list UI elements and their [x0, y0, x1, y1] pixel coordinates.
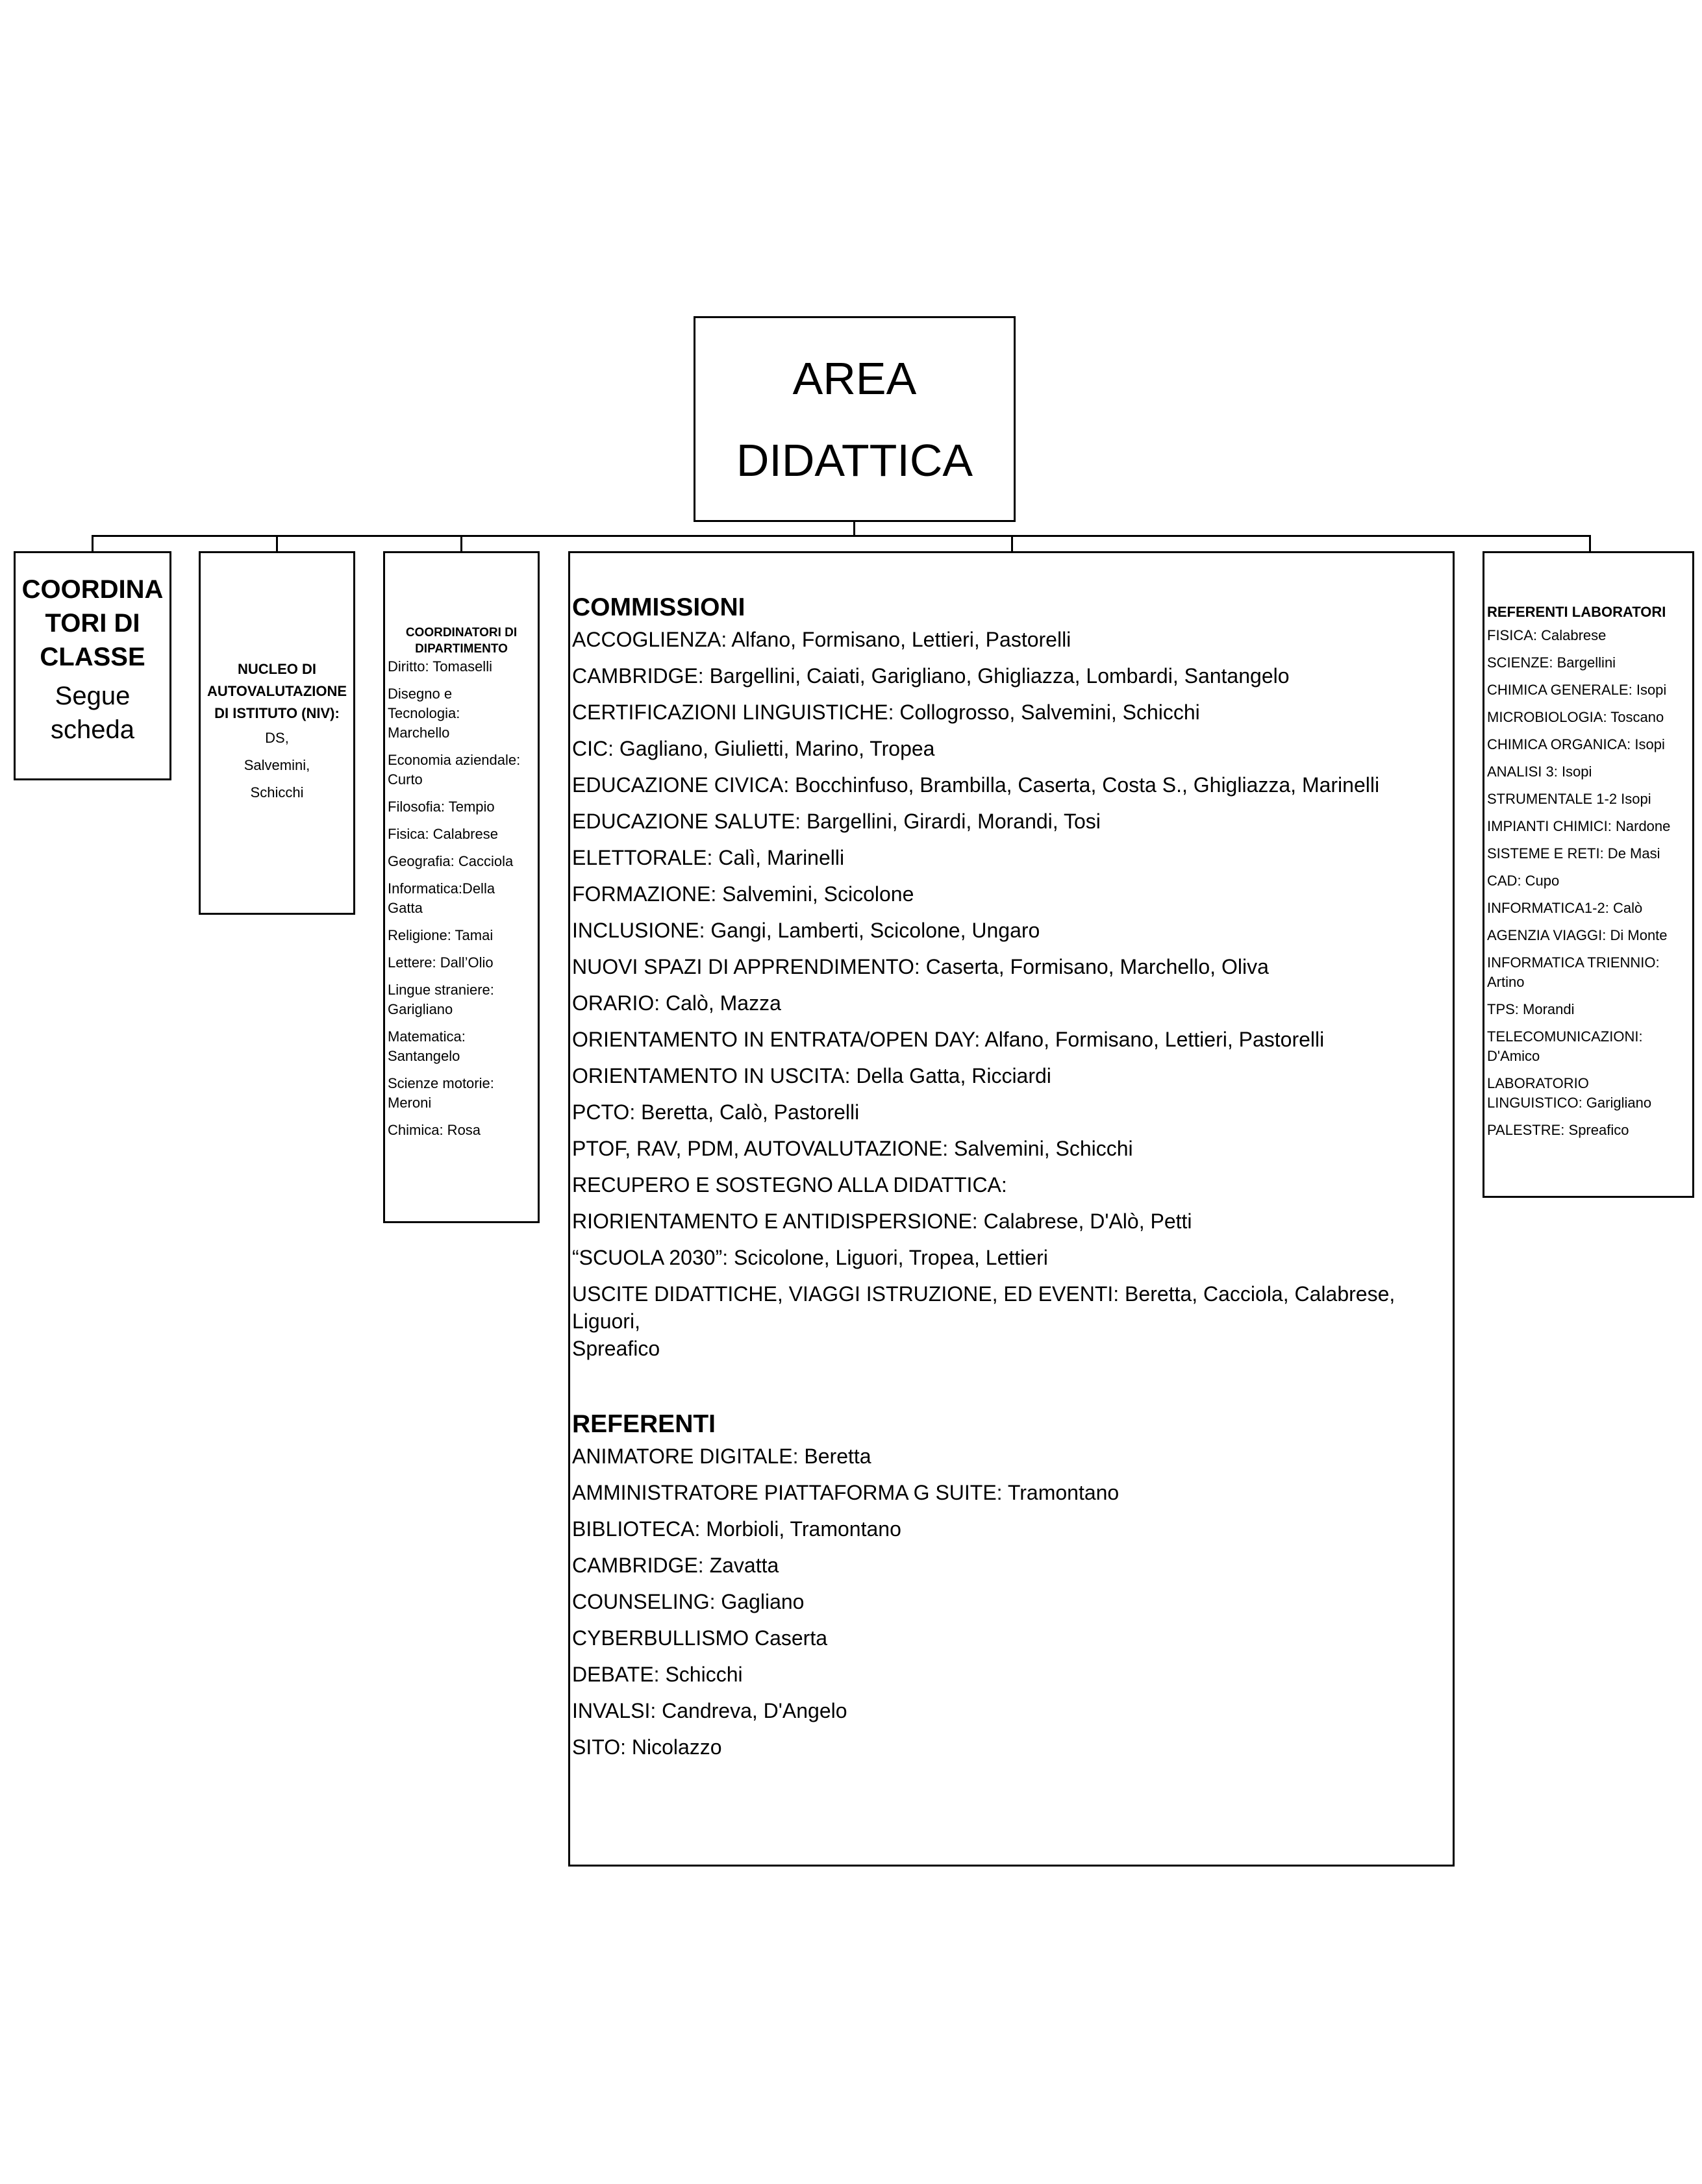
commissione-item: EDUCAZIONE CIVICA: Bocchinfuso, Brambilla, Caserta, Costa S., Ghigliazza, Marinelli	[572, 773, 1380, 797]
commissione-item: ELETTORALE: Calì, Marinelli	[572, 846, 845, 869]
node-commissioni-referenti	[568, 551, 1455, 1867]
referente-item: CYBERBULLISMO Caserta	[572, 1626, 828, 1650]
connector-drop-laboratori	[1589, 535, 1591, 552]
laboratorio-item: SCIENZE: Bargellini	[1487, 654, 1616, 671]
referente-item: COUNSELING: Gagliano	[572, 1590, 805, 1613]
dipartimento-item: Disegno e Tecnologia: Marchello	[388, 686, 460, 741]
commissione-item: RECUPERO E SOSTEGNO ALLA DIDATTICA:	[572, 1173, 1007, 1197]
commissione-item: USCITE DIDATTICHE, VIAGGI ISTRUZIONE, ED EVENTI: Beretta, Cacciola, Calabrese, Liguori, Spreafico	[572, 1282, 1395, 1360]
connector-drop-coord-classe	[92, 535, 94, 552]
referente-item: BIBLIOTECA: Morbioli, Tramontano	[572, 1517, 901, 1541]
dipartimento-item: Lingue straniere: Garigliano	[388, 982, 494, 1017]
section-gap	[572, 1371, 1453, 1406]
dipartimento-item: Economia aziendale: Curto	[388, 752, 521, 788]
dipartimento-item: Fisica: Calabrese	[388, 826, 498, 842]
commissioni-title: COMMISSIONI	[572, 593, 745, 621]
commissione-item: NUOVI SPAZI DI APPRENDIMENTO: Caserta, Formisano, Marchello, Oliva	[572, 955, 1269, 978]
node-coordinatori-classe	[14, 551, 171, 780]
commissione-item: ORIENTAMENTO IN USCITA: Della Gatta, Ricciardi	[572, 1064, 1051, 1087]
dipartimento-item: Matematica: Santangelo	[388, 1028, 466, 1064]
dipartimento-item: Lettere: Dall’Olio	[388, 954, 494, 971]
commissione-item: CERTIFICAZIONI LINGUISTICHE: Collogrosso, Salvemini, Schicchi	[572, 701, 1200, 724]
laboratorio-item: IMPIANTI CHIMICI: Nardone	[1487, 818, 1671, 834]
laboratorio-item: AGENZIA VIAGGI: Di Monte	[1487, 927, 1668, 943]
commissione-item: ORIENTAMENTO IN ENTRATA/OPEN DAY: Alfano, Formisano, Lettieri, Pastorelli	[572, 1028, 1325, 1051]
coordinatori-classe-title: COORDINA TORI DI CLASSE	[21, 575, 164, 671]
connector-horizontal	[92, 535, 1591, 537]
coordinatori-classe-subtitle: Segue scheda	[51, 682, 134, 744]
referenti-title: REFERENTI	[572, 1410, 716, 1438]
niv-title: NUCLEO DI AUTOVALUTAZIONE DI ISTITUTO (NIV):	[206, 661, 347, 721]
connector-drop-main	[1011, 535, 1013, 552]
commissione-item: CAMBRIDGE: Bargellini, Caiati, Garigliano, Ghigliazza, Lombardi, Santangelo	[572, 664, 1290, 688]
commissione-item: EDUCAZIONE SALUTE: Bargellini, Girardi, Morandi, Tosi	[572, 810, 1101, 833]
root-node	[694, 316, 1016, 522]
laboratorio-item: TELECOMUNICAZIONI: D'Amico	[1487, 1028, 1643, 1064]
commissione-item: “SCUOLA 2030”: Scicolone, Liguori, Tropea, Lettieri	[572, 1246, 1048, 1269]
laboratorio-item: CAD: Cupo	[1487, 873, 1560, 889]
laboratorio-item: INFORMATICA TRIENNIO: Artino	[1487, 954, 1660, 990]
laboratorio-item: MICROBIOLOGIA: Toscano	[1487, 709, 1664, 725]
commissione-item: ACCOGLIENZA: Alfano, Formisano, Lettieri, Pastorelli	[572, 628, 1071, 651]
commissione-item: CIC: Gagliano, Giulietti, Marino, Tropea	[572, 737, 935, 760]
laboratorio-item: INFORMATICA1-2: Calò	[1487, 900, 1643, 916]
referente-item: INVALSI: Candreva, D'Angelo	[572, 1699, 847, 1722]
dipartimento-item: Scienze motorie: Meroni	[388, 1075, 494, 1111]
laboratorio-item: STRUMENTALE 1-2 Isopi	[1487, 791, 1651, 807]
commissione-item: RIORIENTAMENTO E ANTIDISPERSIONE: Calabrese, D'Alò, Petti	[572, 1210, 1192, 1233]
laboratorio-item: CHIMICA GENERALE: Isopi	[1487, 682, 1667, 698]
laboratorio-item: LABORATORIO LINGUISTICO: Garigliano	[1487, 1075, 1652, 1111]
dipartimento-item: Filosofia: Tempio	[388, 799, 495, 815]
laboratorio-item: SISTEME E RETI: De Masi	[1487, 845, 1660, 862]
laboratorio-item: PALESTRE: Spreafico	[1487, 1122, 1629, 1138]
connector-drop-dipartimento	[460, 535, 462, 552]
commissione-item: ORARIO: Calò, Mazza	[572, 991, 781, 1015]
dipartimento-item: Geografia: Cacciola	[388, 853, 514, 869]
referente-item: CAMBRIDGE: Zavatta	[572, 1554, 779, 1577]
laboratorio-item: CHIMICA ORGANICA: Isopi	[1487, 736, 1665, 752]
commissione-item: PCTO: Beretta, Calò, Pastorelli	[572, 1100, 860, 1124]
laboratorio-item: FISICA: Calabrese	[1487, 627, 1607, 643]
commissione-item: PTOF, RAV, PDM, AUTOVALUTAZIONE: Salvemini, Schicchi	[572, 1137, 1133, 1160]
laboratori-title: REFERENTI LABORATORI	[1487, 604, 1666, 620]
commissione-item: INCLUSIONE: Gangi, Lamberti, Scicolone, Ungaro	[572, 919, 1040, 942]
referente-item: SITO: Nicolazzo	[572, 1735, 722, 1759]
node-referenti-laboratori	[1483, 551, 1694, 1198]
referente-item: ANIMATORE DIGITALE: Beretta	[572, 1445, 871, 1468]
connector-drop-niv	[276, 535, 278, 552]
niv-members: DS, Salvemini, Schicchi	[244, 730, 310, 800]
referente-item: AMMINISTRATORE PIATTAFORMA G SUITE: Tramontano	[572, 1481, 1120, 1504]
node-niv	[199, 551, 355, 915]
dipartimento-title: COORDINATORI DI DIPARTIMENTO	[405, 626, 518, 656]
dipartimento-item: Informatica:Della Gatta	[388, 880, 495, 916]
laboratorio-item: TPS: Morandi	[1487, 1001, 1575, 1017]
root-title: AREA DIDATTICA	[736, 353, 973, 486]
commissione-item: FORMAZIONE: Salvemini, Scicolone	[572, 882, 914, 906]
referente-item: DEBATE: Schicchi	[572, 1663, 743, 1686]
dipartimento-item: Chimica: Rosa	[388, 1122, 481, 1138]
dipartimento-item: Religione: Tamai	[388, 927, 494, 943]
node-dipartimento	[383, 551, 540, 1223]
dipartimento-item: Diritto: Tomaselli	[388, 658, 492, 675]
laboratorio-item: ANALISI 3: Isopi	[1487, 763, 1592, 780]
